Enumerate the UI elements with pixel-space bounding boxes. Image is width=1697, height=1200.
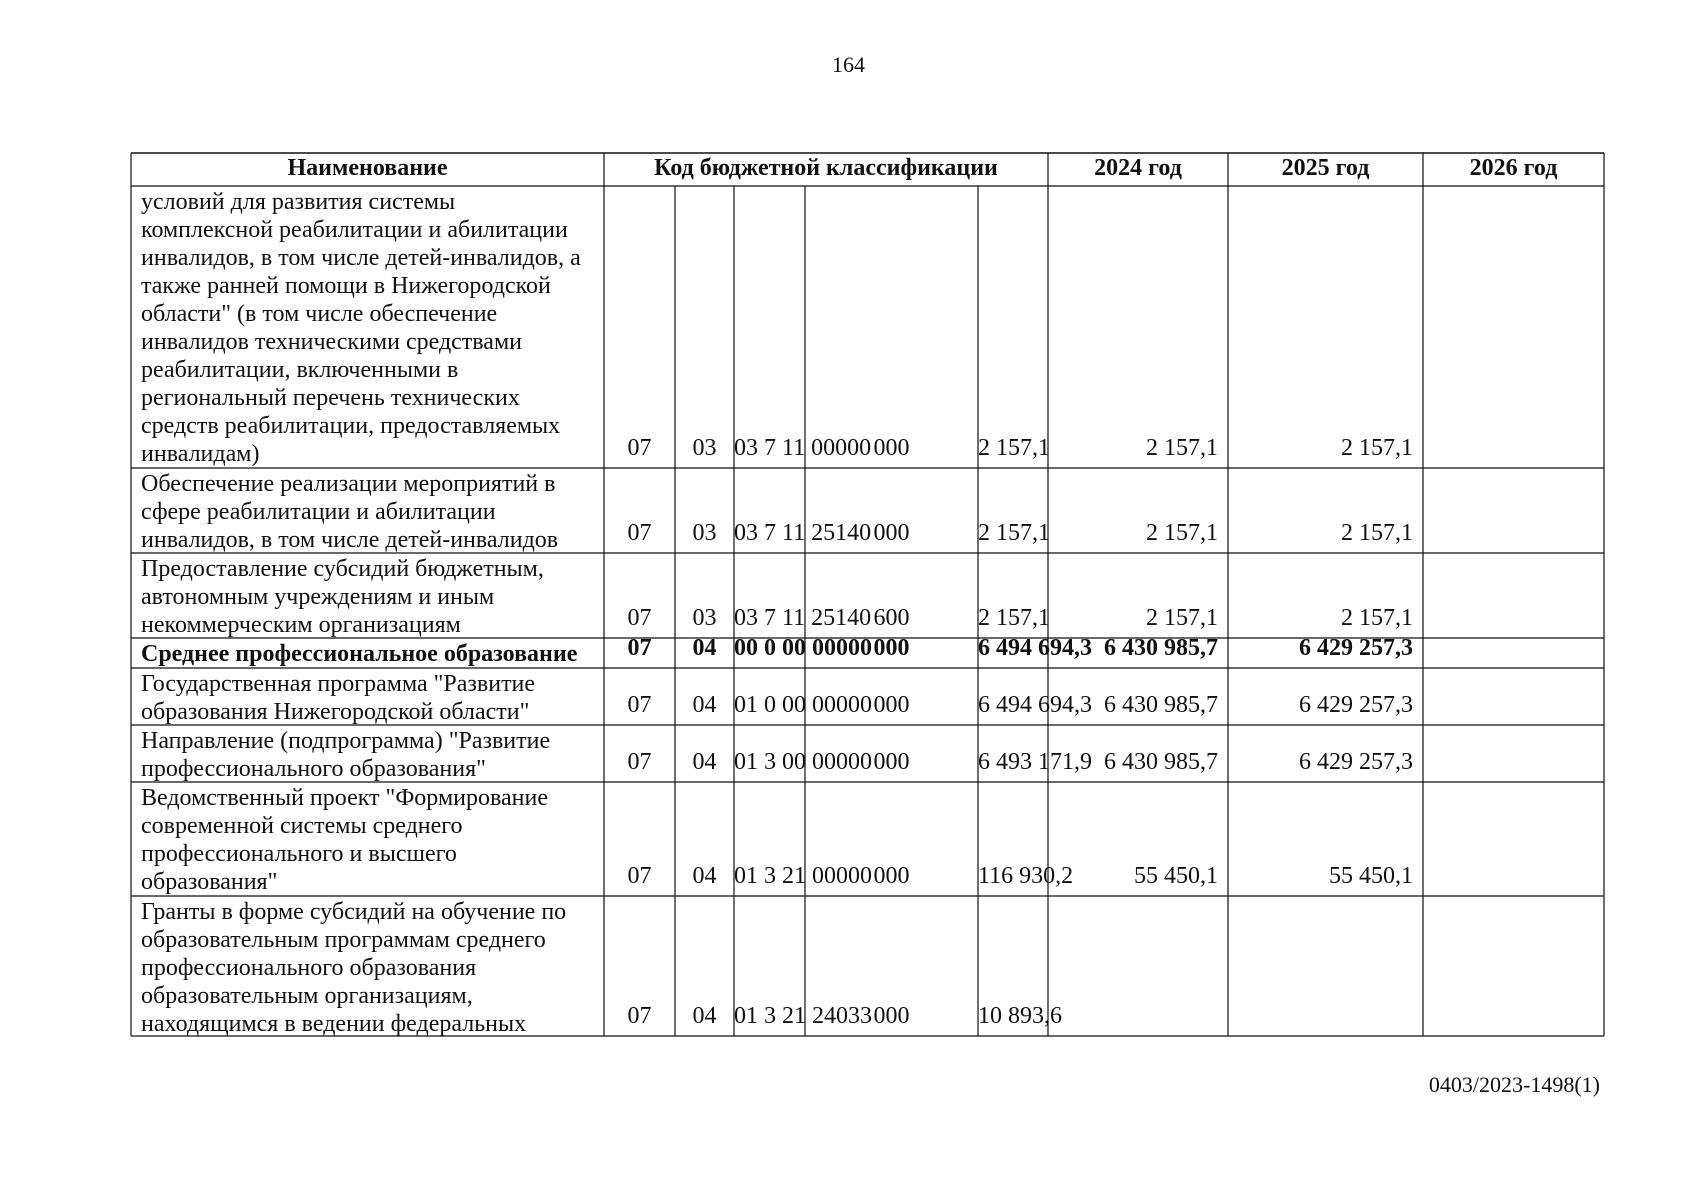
row-section-code: 07 [627,692,652,718]
row-amount-2025: 6 430 985,7 [1104,749,1218,775]
header-name: Наименование [287,155,448,181]
row-expense-type-code: 000 [873,635,910,661]
row-amount-2024: 2 157,1 [978,435,1050,461]
row-section-code: 07 [627,435,652,461]
row-name: Среднее профессиональное образование [141,641,578,667]
row-section-code: 07 [627,635,652,661]
row-target-code: 01 3 00 00000 [734,749,872,775]
row-amount-2026: 2 157,1 [1341,520,1413,546]
row-target-code: 03 7 11 25140 [734,520,872,546]
row-amount-2025: 6 430 985,7 [1104,692,1218,718]
row-amount-2026: 2 157,1 [1341,605,1413,631]
row-amount-2026: 6 429 257,3 [1299,749,1413,775]
row-section-code: 07 [627,605,652,631]
row-amount-2025 [1048,1002,1218,1030]
row-target-code: 03 7 11 00000 [734,435,872,461]
row-subsection-code: 04 [692,863,717,889]
row-section-code: 07 [627,749,652,775]
row-subsection-code: 04 [692,692,717,718]
row-subsection-code: 03 [692,520,717,546]
header-2026: 2026 год [1469,155,1558,181]
row-expense-type-code: 000 [873,863,910,889]
row-expense-type-code: 000 [873,435,910,461]
row-name: Государственная программа "Развитие образования Нижегородской области" [141,671,536,725]
row-expense-type-code: 000 [873,520,910,546]
row-section-code: 07 [627,1003,652,1029]
row-amount-2024: 6 494 694,3 [978,692,1092,718]
row-section-code: 07 [627,863,652,889]
page-number: 164 [832,52,865,77]
header-2024: 2024 год [1094,155,1182,181]
row-target-code: 01 3 21 00000 [734,863,872,889]
document-code: 0403/2023-1498(1) [1428,1072,1600,1097]
header-budget-code: Код бюджетной классификации [654,155,998,181]
row-subsection-code: 04 [692,1003,717,1029]
row-amount-2024: 6 493 171,9 [978,749,1092,775]
row-amount-2024: 10 893,6 [978,1003,1062,1029]
row-amount-2024: 2 157,1 [978,605,1050,631]
row-subsection-code: 03 [692,435,717,461]
row-amount-2025: 55 450,1 [1134,863,1218,889]
row-name: Предоставление субсидий бюджетным, автономным учреждениям и иным некоммерческим организациям [141,556,544,638]
row-amount-2024: 116 930,2 [978,863,1074,889]
row-amount-2025: 2 157,1 [1146,520,1218,546]
row-amount-2025: 2 157,1 [1146,605,1218,631]
row-target-code: 01 0 00 00000 [734,692,872,718]
row-amount-2026: 2 157,1 [1341,435,1413,461]
row-target-code: 03 7 11 25140 [734,605,872,631]
row-amount-2026: 6 429 257,3 [1299,635,1413,661]
row-amount-2024: 2 157,1 [978,520,1050,546]
row-name: условий для развития системы комплексной реабилитации и абилитации инвалидов, в том числе детей-инвалидов, а также ранней помощи в Нижегородской области" (в том числе обеспечение инвалидов техническими средствами реабилитации, включенными в региональный перечень технических средств реабилитации, предоставляемых инвалидам) [141,189,581,467]
row-amount-2026: 55 450,1 [1329,863,1413,889]
row-target-code: 00 0 00 00000 [734,635,872,661]
row-expense-type-code: 000 [873,749,910,775]
row-subsection-code: 04 [692,749,717,775]
row-name: Направление (подпрограмма) "Развитие профессионального образования" [141,728,551,782]
row-subsection-code: 03 [692,605,717,631]
row-expense-type-code: 600 [873,605,910,631]
row-subsection-code: 04 [692,635,717,661]
row-name: Обеспечение реализации мероприятий в сфере реабилитации и абилитации инвалидов, в том числе детей-инвалидов [141,471,559,553]
row-section-code: 07 [627,520,652,546]
row-expense-type-code: 000 [873,692,910,718]
row-expense-type-code: 000 [873,1003,910,1029]
row-amount-2026 [1228,1002,1413,1030]
row-name: Гранты в форме субсидий на обучение по образовательным программам среднего профессионального образования образовательным организациям, находящимся в ведении федеральных [141,899,567,1037]
row-amount-2026: 6 429 257,3 [1299,692,1413,718]
row-amount-2024: 6 494 694,3 [978,635,1092,661]
row-target-code: 01 3 21 24033 [734,1003,872,1029]
row-amount-2025: 2 157,1 [1146,435,1218,461]
header-2025: 2025 год [1281,155,1370,181]
row-name: Ведомственный проект "Формирование современной системы среднего профессионального и высшего образования" [141,785,548,895]
row-amount-2025: 6 430 985,7 [1104,635,1218,661]
